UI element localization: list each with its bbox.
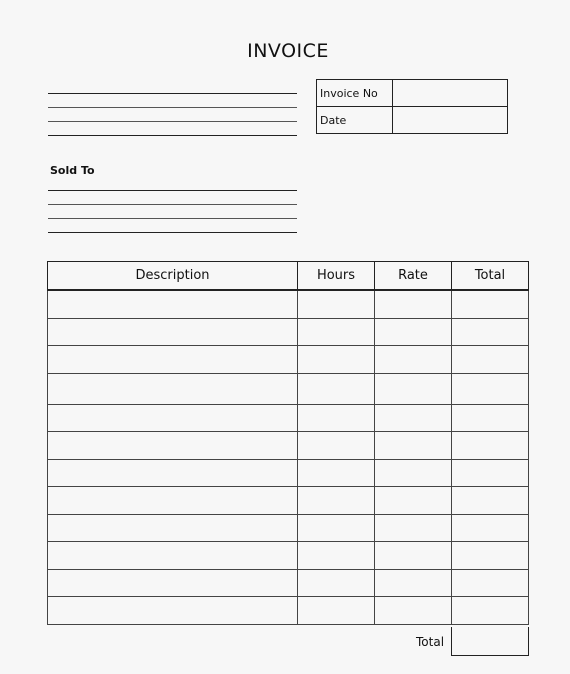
- hours-cell[interactable]: [298, 404, 375, 432]
- total-cell[interactable]: [452, 318, 529, 346]
- hours-cell[interactable]: [298, 346, 375, 374]
- sold-to-line[interactable]: [48, 232, 297, 233]
- total-cell[interactable]: [452, 290, 529, 318]
- rate-cell[interactable]: [375, 373, 452, 404]
- description-cell[interactable]: [48, 346, 298, 374]
- date-label: Date: [317, 107, 393, 134]
- rate-cell[interactable]: [375, 432, 452, 460]
- table-row: [48, 569, 529, 597]
- total-cell[interactable]: [452, 487, 529, 515]
- table-row: [48, 290, 529, 318]
- description-cell[interactable]: [48, 404, 298, 432]
- hours-cell[interactable]: [298, 459, 375, 487]
- total-cell[interactable]: [452, 569, 529, 597]
- total-cell[interactable]: [452, 597, 529, 625]
- invoice-no-label: Invoice No: [317, 80, 393, 107]
- rate-cell[interactable]: [375, 597, 452, 625]
- hours-cell[interactable]: [298, 542, 375, 570]
- description-cell[interactable]: [48, 514, 298, 542]
- rate-cell[interactable]: [375, 514, 452, 542]
- address-line[interactable]: [48, 121, 297, 122]
- description-cell[interactable]: [48, 597, 298, 625]
- total-cell[interactable]: [452, 542, 529, 570]
- total-cell[interactable]: [452, 373, 529, 404]
- rate-cell[interactable]: [375, 346, 452, 374]
- table-row: [48, 346, 529, 374]
- description-cell[interactable]: [48, 432, 298, 460]
- rate-cell[interactable]: [375, 487, 452, 515]
- table-row: [48, 487, 529, 515]
- rate-cell[interactable]: [375, 569, 452, 597]
- invoice-meta-box: [316, 79, 508, 134]
- description-cell[interactable]: [48, 542, 298, 570]
- table-row: [48, 459, 529, 487]
- line-items-table: [47, 261, 529, 625]
- grand-total-label: Total: [416, 635, 445, 649]
- table-row: [48, 318, 529, 346]
- line-items-body: [48, 290, 529, 624]
- rate-cell[interactable]: [375, 542, 452, 570]
- invoice-no-field[interactable]: [393, 80, 508, 107]
- sold-to-line[interactable]: [48, 204, 297, 205]
- table-row: [48, 404, 529, 432]
- description-cell[interactable]: [48, 373, 298, 404]
- rate-cell[interactable]: [375, 290, 452, 318]
- page-title: INVOICE: [247, 40, 329, 62]
- total-cell[interactable]: [452, 346, 529, 374]
- rate-cell[interactable]: [375, 404, 452, 432]
- sold-to-label: Sold To: [50, 164, 95, 177]
- rate-cell[interactable]: [375, 318, 452, 346]
- total-cell[interactable]: [452, 459, 529, 487]
- total-cell[interactable]: [452, 432, 529, 460]
- table-row: [48, 373, 529, 404]
- column-header-rate: Rate: [375, 262, 452, 291]
- hours-cell[interactable]: [298, 514, 375, 542]
- hours-cell[interactable]: [298, 290, 375, 318]
- address-line[interactable]: [48, 93, 297, 94]
- table-row: [48, 432, 529, 460]
- table-header-row: [48, 262, 529, 291]
- sold-to-line[interactable]: [48, 190, 297, 191]
- hours-cell[interactable]: [298, 318, 375, 346]
- column-header-hours: Hours: [298, 262, 375, 291]
- hours-cell[interactable]: [298, 597, 375, 625]
- table-row: [48, 597, 529, 625]
- description-cell[interactable]: [48, 290, 298, 318]
- address-line[interactable]: [48, 107, 297, 108]
- hours-cell[interactable]: [298, 569, 375, 597]
- hours-cell[interactable]: [298, 487, 375, 515]
- hours-cell[interactable]: [298, 432, 375, 460]
- description-cell[interactable]: [48, 487, 298, 515]
- column-header-total: Total: [452, 262, 529, 291]
- rate-cell[interactable]: [375, 459, 452, 487]
- date-field[interactable]: [393, 107, 508, 134]
- grand-total-field[interactable]: [451, 627, 529, 656]
- table-row: [48, 542, 529, 570]
- description-cell[interactable]: [48, 318, 298, 346]
- total-cell[interactable]: [452, 514, 529, 542]
- table-row: [48, 514, 529, 542]
- description-cell[interactable]: [48, 569, 298, 597]
- description-cell[interactable]: [48, 459, 298, 487]
- column-header-description: Description: [48, 262, 298, 291]
- hours-cell[interactable]: [298, 373, 375, 404]
- sold-to-line[interactable]: [48, 218, 297, 219]
- address-line[interactable]: [48, 135, 297, 136]
- total-cell[interactable]: [452, 404, 529, 432]
